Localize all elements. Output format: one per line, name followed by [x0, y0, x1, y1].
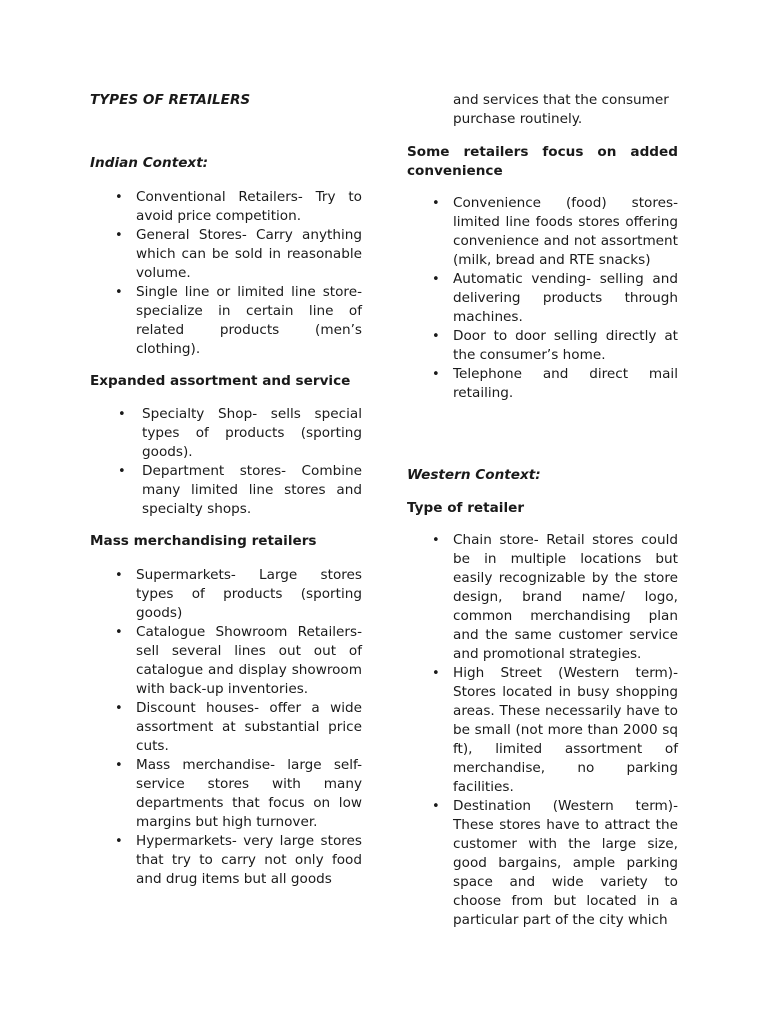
type-of-retailer-heading: Type of retailer — [407, 500, 525, 516]
convenience-heading: Some retailers focus on added convenience — [407, 144, 678, 179]
list-item: • Door to door selling directly at the consumer’s home. — [407, 327, 678, 365]
list-item: • Catalogue Showroom Retailers- sell several lines out out of catalogue and display showroom with back-up inventories. — [90, 623, 362, 699]
mass-merchandising-heading: Mass merchandising retailers — [90, 533, 317, 549]
list-item: • Mass merchandise- large self-service stores with many departments that focus on low margins but high turnover. — [90, 756, 362, 832]
western-context-heading: Western Context: — [407, 467, 541, 483]
expanded-assortment-heading: Expanded assortment and service — [90, 373, 351, 389]
list-item: • Conventional Retailers- Try to avoid price competition. — [90, 188, 362, 226]
indian-context-list — [90, 188, 362, 359]
list-item: • Convenience (food) stores- limited line foods stores offering convenience and not assortment (milk, bread and RTE snacks) — [407, 194, 678, 270]
expanded-assortment-list — [90, 405, 362, 519]
continuation-text: and services that the consumer purchase routinely. — [453, 92, 669, 127]
list-item: • Chain store- Retail stores could be in multiple locations but easily recognizable by the store design, brand name/ logo, common merchandising plan and the same customer service and promotional strategies. — [407, 531, 678, 664]
document-title: TYPES OF RETAILERS — [90, 92, 251, 108]
list-item: • Specialty Shop- sells special types of products (sporting goods). — [90, 405, 362, 462]
mass-merchandising-list — [90, 566, 362, 889]
list-item: • Department stores- Combine many limited line stores and specialty shops. — [90, 462, 362, 519]
list-item: • High Street (Western term)- Stores located in busy shopping areas. These necessarily have to be small (not more than 2000 sq ft), limited assortment of merchandise, no parking facilities. — [407, 664, 678, 797]
list-item: • Supermarkets- Large stores types of products (sporting goods) — [90, 566, 362, 623]
convenience-list — [407, 194, 678, 403]
list-item: • Telephone and direct mail retailing. — [407, 365, 678, 403]
indian-context-heading: Indian Context: — [90, 155, 209, 171]
list-item: • Single line or limited line store- specialize in certain line of related products (men’s clothing). — [90, 283, 362, 359]
list-item: • Discount houses- offer a wide assortment at substantial price cuts. — [90, 699, 362, 756]
list-item: • General Stores- Carry anything which can be sold in reasonable volume. — [90, 226, 362, 283]
list-item: • Automatic vending- selling and delivering products through machines. — [407, 270, 678, 327]
type-of-retailer-list — [407, 531, 678, 930]
list-item: • Destination (Western term)- These stores have to attract the customer with the large size, good bargains, ample parking space and wide variety to choose from but located in a particular part of the city which — [407, 797, 678, 930]
list-item: • Hypermarkets- very large stores that try to carry not only food and drug items but all goods — [90, 832, 362, 889]
